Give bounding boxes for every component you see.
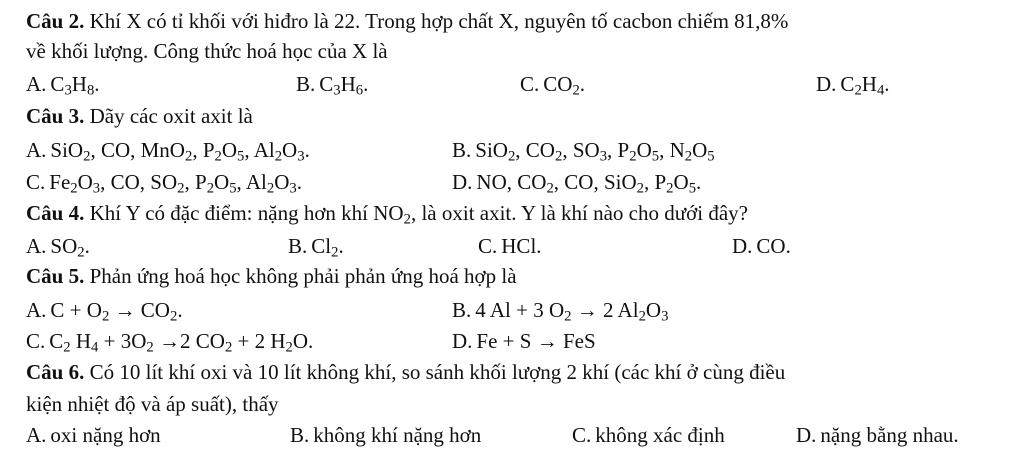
q2-stem-text1: Khí X có tỉ khối với hiđro là 22. Trong hợp chất X, nguyên tố cacbon chiếm 81,8% bbox=[84, 9, 789, 33]
q3-option-c bbox=[26, 168, 302, 196]
q5-option-a-label: A. bbox=[26, 298, 47, 322]
q3-option-a-label: A. bbox=[26, 138, 47, 162]
q2-option-a-label: A. bbox=[26, 72, 47, 96]
q3-stem-text: Dãy các oxit axit là bbox=[84, 104, 253, 128]
q4-option-b-label: B. bbox=[288, 234, 308, 258]
q4-option-c-label: C. bbox=[478, 234, 498, 258]
q4-option-d-text: CO. bbox=[756, 234, 791, 258]
q3-option-d-text: NO, $CO_2$, CO, SiO$_2$, $P_2O_5$. bbox=[476, 170, 702, 197]
q6-option-b-label: B. bbox=[290, 423, 310, 447]
q4-option-c bbox=[478, 232, 542, 260]
q2-stem-text2: về khối lượng. Công thức hoá học của X là bbox=[26, 39, 388, 63]
q5-stem-text: Phản ứng hoá học không phải phản ứng hoá hợp là bbox=[84, 264, 517, 288]
q6-option-d-text: nặng bằng nhau. bbox=[820, 423, 959, 447]
q3-option-c-label: C. bbox=[26, 170, 46, 194]
q6-option-a-text: oxi nặng hơn bbox=[50, 423, 161, 447]
q6-option-a-label: A. bbox=[26, 423, 47, 447]
q4-option-d-label: D. bbox=[732, 234, 753, 258]
q6-stem-line2 bbox=[26, 390, 279, 418]
q6-option-a bbox=[26, 421, 161, 449]
q5-option-b-label: B. bbox=[452, 298, 472, 322]
q6-stem-text1: Có 10 lít khí oxi và 10 lít không khí, so sánh khối lượng 2 khí (các khí ở cùng điều bbox=[84, 360, 786, 384]
q6-stem-line1 bbox=[26, 358, 785, 386]
q6-option-c-label: C. bbox=[572, 423, 592, 447]
q5-option-a bbox=[26, 296, 183, 324]
q5-option-d-label: D. bbox=[452, 329, 473, 353]
q6-option-c bbox=[572, 421, 725, 449]
q2-option-c-text: $CO_2$. bbox=[543, 72, 586, 99]
q2-option-b-label: B. bbox=[296, 72, 316, 96]
q3-option-c-text: $Fe_2O_3$, CO, $SO_2$, $P_2O_5$, $Al_2O_3$. bbox=[49, 170, 302, 197]
q3-option-b bbox=[452, 136, 715, 164]
q4-option-a-label: A. bbox=[26, 234, 47, 258]
q2-option-d-label: D. bbox=[816, 72, 837, 96]
q6-option-b-text: không khí nặng hơn bbox=[313, 423, 482, 447]
q4-option-d bbox=[732, 232, 791, 260]
q3-option-d bbox=[452, 168, 701, 196]
q3-option-d-label: D. bbox=[452, 170, 473, 194]
q6-option-c-text: không xác định bbox=[595, 423, 725, 447]
q3-option-a-text: SiO$_2$, CO, MnO$_2$, $P_2O_5$, $Al_2O_3$. bbox=[50, 138, 310, 165]
q3-stem-line bbox=[26, 102, 253, 130]
q4-number: Câu 4. bbox=[26, 201, 85, 225]
q6-number: Câu 6. bbox=[26, 360, 85, 384]
q6-option-d bbox=[796, 421, 959, 449]
q4-option-b-text: $Cl_2$. bbox=[311, 234, 344, 261]
q5-stem-line bbox=[26, 262, 517, 290]
q4-option-b bbox=[288, 232, 344, 260]
q5-option-b bbox=[452, 296, 668, 324]
q2-option-d-text: $C_2H_4$. bbox=[840, 72, 890, 99]
q4-option-c-text: HCl. bbox=[501, 234, 542, 258]
q2-option-b-text: $C_3H_6$. bbox=[319, 72, 369, 99]
q4-stem-text: Khí Y có đặc điểm: nặng hơn khí $NO_2$, là oxit axit. Y là khí nào cho dưới đây? bbox=[84, 201, 748, 228]
q2-stem-line2 bbox=[26, 37, 388, 65]
q3-number: Câu 3. bbox=[26, 104, 85, 128]
q2-number: Câu 2. bbox=[26, 9, 85, 33]
q5-option-b-text: 4 Al + 3 $O_2 \to 2$ $Al_2O_3$ bbox=[475, 298, 669, 325]
q4-option-a bbox=[26, 232, 90, 260]
q5-option-a-text: $C + O_2 \to CO_2$. bbox=[50, 298, 183, 325]
q5-option-c-text: $C_2$ $H_4 + 3O_2 \to 2$ $CO_2 + 2$ $H_2O$. bbox=[49, 329, 314, 356]
q5-option-d-text: Fe + S → FeS bbox=[476, 329, 596, 353]
q6-stem-text2: kiện nhiệt độ và áp suất), thấy bbox=[26, 392, 279, 416]
q2-option-b bbox=[296, 70, 368, 98]
q6-option-d-label: D. bbox=[796, 423, 817, 447]
q4-option-a-text: $SO_2$. bbox=[50, 234, 90, 261]
q3-option-b-text: SiO$_2$, $CO_2$, $SO_3$, $P_2O_5$, $N_2O_5$ bbox=[475, 138, 715, 165]
q3-option-a bbox=[26, 136, 310, 164]
q2-option-a bbox=[26, 70, 100, 98]
q3-option-b-label: B. bbox=[452, 138, 472, 162]
q5-option-d bbox=[452, 327, 596, 355]
q5-option-c-label: C. bbox=[26, 329, 46, 353]
q2-option-c bbox=[520, 70, 585, 98]
q2-option-a-text: $C_3H_8$. bbox=[50, 72, 100, 99]
q2-option-d bbox=[816, 70, 890, 98]
q2-option-c-label: C. bbox=[520, 72, 540, 96]
q2-stem-line1 bbox=[26, 7, 788, 35]
q4-stem-line bbox=[26, 199, 748, 227]
q5-number: Câu 5. bbox=[26, 264, 85, 288]
q5-option-c bbox=[26, 327, 313, 355]
q6-option-b bbox=[290, 421, 481, 449]
